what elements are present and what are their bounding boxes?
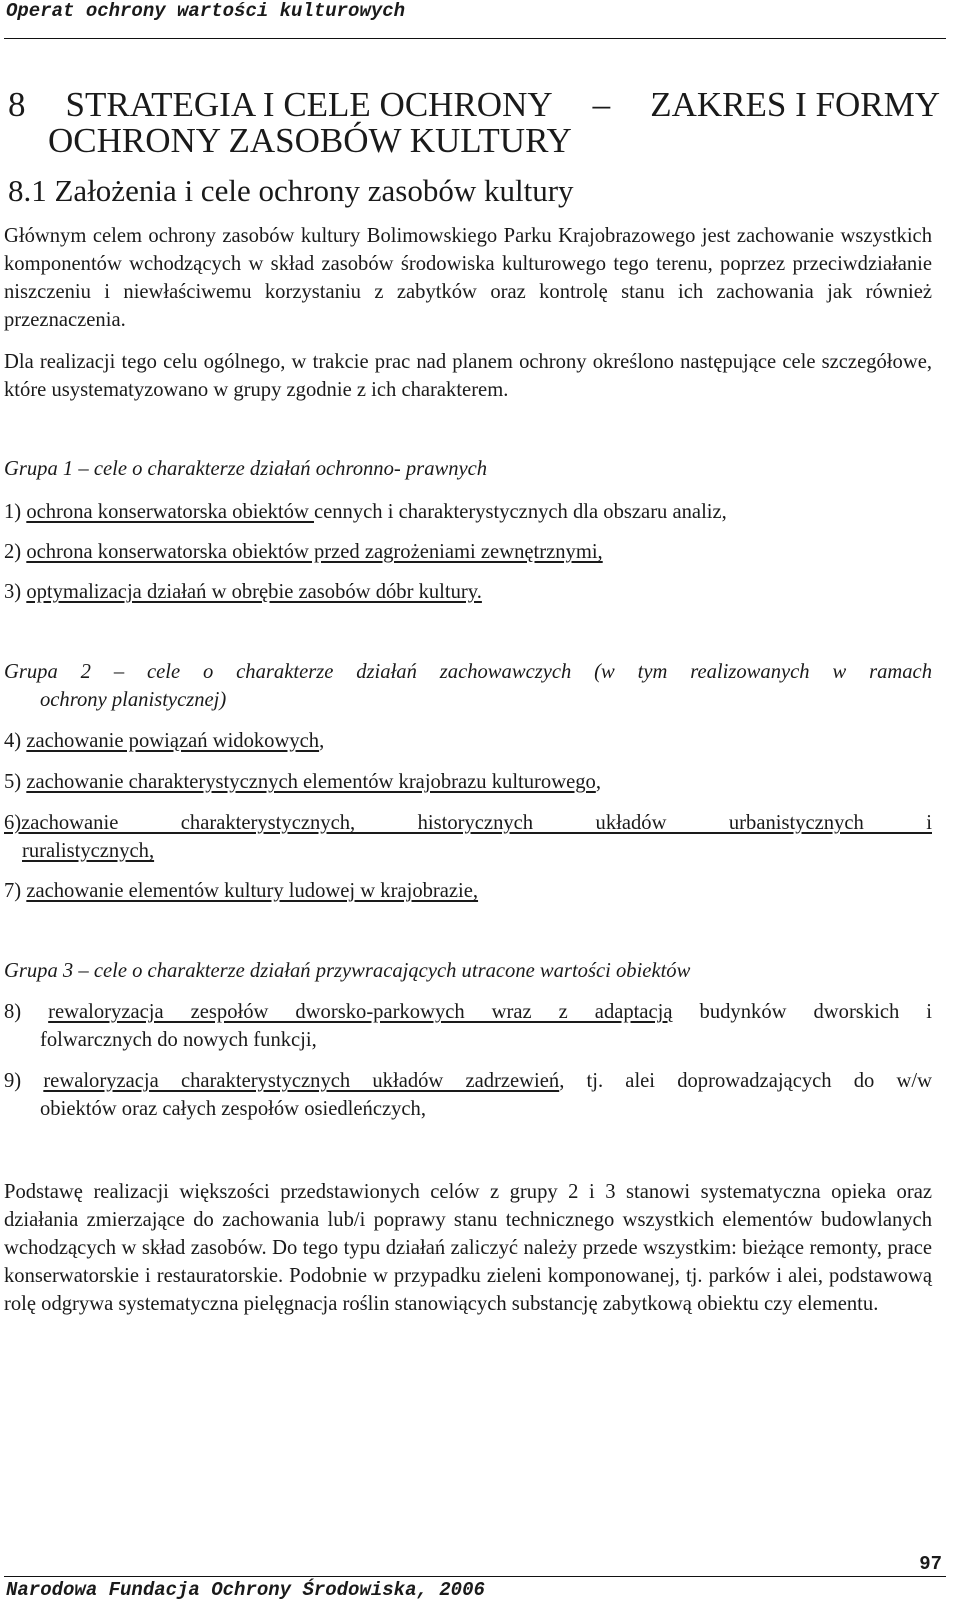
running-header: Operat ochrony wartości kulturowych [6,0,406,22]
group-3-item-9-line-1 [4,1067,932,1095]
section-heading: 8.1 Założenia i cele ochrony zasobów kultury [8,173,574,208]
item-number: 8) [4,1001,49,1023]
footer-divider [4,1576,946,1577]
item-text: cennych i charakterystycznych dla obszaru analiz, [313,501,727,523]
item-underlined-text: optymalizacja działań w obrębie zasobów dóbr kultury. [26,581,482,603]
item-underlined-text: rewaloryzacja charakterystycznych układów zadrzewień [43,1070,560,1092]
intro-paragraph-2 [4,348,932,404]
group-2-item-7 [4,877,932,905]
group-2-item-4 [4,727,932,755]
group-2-item-6-line-2 [22,837,950,865]
item-number: 3) [4,581,27,603]
item-underlined-text: rewaloryzacja zespołów dworsko-parkowych wraz z adaptacją [48,1001,673,1023]
item-text: , [595,771,601,793]
intro-paragraph-2-text: Dla realizacji tego celu ogólnego, w trakcie prac nad planem ochrony określono następujące cele szczegółowe [4,351,927,373]
chapter-heading-line2: OCHRONY ZASOBÓW KULTURY [48,121,572,160]
header-divider [4,38,946,39]
intro-paragraph-2-comma: , które usystematyzowano w grupy zgodnie z ich charakterem. [4,351,932,401]
group-1-item-3 [4,578,932,606]
item-underlined-text: zachowanie elementów kultury ludowej w krajobrazie, [26,880,479,902]
item-underlined-text: ruralistycznych, [22,840,155,862]
group-1-item-2 [4,538,932,566]
item-number: 2) [4,541,27,563]
item-number: 4) [4,730,27,752]
item-text: budynków dworskich i [672,1001,932,1023]
group-3-item-8-line-1 [4,998,932,1026]
chapter-number: 8 [8,85,26,124]
item-number: 1) [4,501,27,523]
group-2-item-6-line-1: 6)zachowanie charakterystycznych, historycznych układów urbanistycznych i [4,812,932,834]
group-2-title-line-1: Grupa 2 – cele o charakterze działań zachowawczych (w tym realizowanych w ramach [4,661,932,683]
closing-paragraph: Podstawę realizacji większości przedstawionych celów z grupy 2 i 3 stanowi systematyczna opieka oraz działania zmierzające do zachowania lub/i poprawy stanu technicznego wszystkich elementów budowlanych wchodzących w skład zasobów. Do tego typu działań zaliczyć należy przede wszystkim: bieżące remonty, prace konserwatorskie i restauratorskie. Podobnie w przypadku zieleni komponowanej, tj. parków i alei, podstawową rolę odgrywa systematyczna pielęgnacja roślin stanowiących substancję zabytkową obiektu czy elementu. [4,1181,932,1315]
group-3-title: Grupa 3 – cele o charakterze działań przywracających utracone wartości obiektów [4,960,691,982]
item-text: , [319,730,325,752]
group-3-item-8-line-2: folwarcznych do nowych funkcji, [40,1029,317,1051]
running-footer: Narodowa Fundacja Ochrony Środowiska, 2006 [6,1579,485,1601]
item-underlined-text: zachowanie charakterystycznych elementów krajobrazu kulturowego [26,771,596,793]
item-text: , tj. alei doprowadzających do w/w [559,1070,932,1092]
chapter-heading-part2: ZAKRES I FORMY [650,85,940,124]
intro-paragraph-1: Głównym celem ochrony zasobów kultury Bolimowskiego Parku Krajobrazowego jest zachowanie wszystkich komponentów wchodzących w skład zasobów środowiska kulturowego tego terenu, poprzez przeciwdziałanie niszczeniu i niewłaściwemu korzystaniu z zabytków oraz kontrolę stanu ich zachowania jak również przeznaczenia. [4,225,932,331]
item-underlined-text: zachowanie powiązań widokowych [26,730,320,752]
item-number: 9) [4,1070,44,1092]
item-number: 7) [4,880,27,902]
item-number: 5) [4,771,27,793]
chapter-heading-line1 [8,86,940,124]
group-2-title-line-2: ochrony planistycznej) [40,689,227,711]
group-1-item-1 [4,498,932,526]
chapter-heading-part1: STRATEGIA I CELE OCHRONY [65,85,553,124]
item-underlined-text: ochrona konserwatorska obiektów przed zagrożeniami zewnętrznymi, [26,541,603,563]
group-2-item-5 [4,768,932,796]
chapter-heading-dash: – [592,85,611,124]
group-1-title: Grupa 1 – cele o charakterze działań ochronno- prawnych [4,458,488,480]
group-3-item-9-line-2: obiektów oraz całych zespołów osiedleńczych, [40,1098,426,1120]
page-number: 97 [919,1553,942,1575]
item-underlined-text: ochrona konserwatorska obiektów [26,501,314,523]
